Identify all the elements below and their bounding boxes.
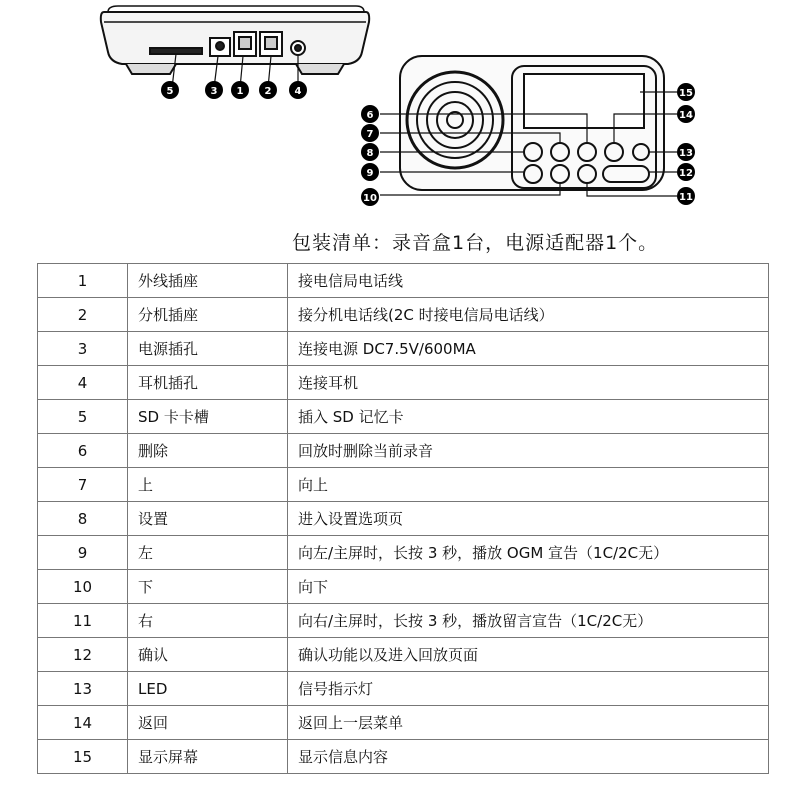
table-row bbox=[38, 366, 769, 400]
part-name: 确认 bbox=[128, 638, 288, 672]
part-description: 接分机电话线(2C 时接电信局电话线） bbox=[288, 298, 769, 332]
part-description: 回放时删除当前录音 bbox=[288, 434, 769, 468]
part-description: 接电信局电话线 bbox=[288, 264, 769, 298]
device-diagram bbox=[0, 0, 800, 215]
callout-11: 11 bbox=[679, 192, 693, 203]
row-number: 3 bbox=[38, 332, 128, 366]
row-number: 7 bbox=[38, 468, 128, 502]
callout-14: 14 bbox=[679, 110, 693, 121]
table-row bbox=[38, 400, 769, 434]
part-name: 返回 bbox=[128, 706, 288, 740]
row-number: 11 bbox=[38, 604, 128, 638]
part-description: 向右/主屏时，长按 3 秒，播放留言宣告（1C/2C无） bbox=[288, 604, 769, 638]
part-name: 电源插孔 bbox=[128, 332, 288, 366]
part-name: 删除 bbox=[128, 434, 288, 468]
display-screen-icon bbox=[524, 74, 644, 128]
row-number: 5 bbox=[38, 400, 128, 434]
table-row bbox=[38, 434, 769, 468]
row-number: 9 bbox=[38, 536, 128, 570]
part-description: 显示信息内容 bbox=[288, 740, 769, 774]
part-name: 上 bbox=[128, 468, 288, 502]
table-row bbox=[38, 638, 769, 672]
part-name: 外线插座 bbox=[128, 264, 288, 298]
table-row bbox=[38, 604, 769, 638]
parts-table bbox=[37, 263, 769, 774]
part-description: 返回上一层菜单 bbox=[288, 706, 769, 740]
callout-5: 5 bbox=[166, 86, 174, 97]
part-description: 插入 SD 记忆卡 bbox=[288, 400, 769, 434]
table-row bbox=[38, 570, 769, 604]
part-name: 设置 bbox=[128, 502, 288, 536]
part-description: 连接电源 DC7.5V/600MA bbox=[288, 332, 769, 366]
part-name: 显示屏幕 bbox=[128, 740, 288, 774]
part-description: 向上 bbox=[288, 468, 769, 502]
row-number: 6 bbox=[38, 434, 128, 468]
callout-8: 8 bbox=[366, 148, 374, 159]
row-number: 2 bbox=[38, 298, 128, 332]
table-row bbox=[38, 298, 769, 332]
row-number: 8 bbox=[38, 502, 128, 536]
table-row bbox=[38, 332, 769, 366]
part-description: 进入设置选项页 bbox=[288, 502, 769, 536]
row-number: 10 bbox=[38, 570, 128, 604]
row-number: 12 bbox=[38, 638, 128, 672]
callout-10: 10 bbox=[363, 193, 377, 204]
table-row bbox=[38, 672, 769, 706]
part-description: 向下 bbox=[288, 570, 769, 604]
callout-1: 1 bbox=[236, 86, 244, 97]
part-description: 信号指示灯 bbox=[288, 672, 769, 706]
front-view bbox=[380, 56, 677, 196]
callout-15: 15 bbox=[679, 88, 693, 99]
part-description: 向左/主屏时，长按 3 秒，播放 OGM 宣告（1C/2C无） bbox=[288, 536, 769, 570]
rear-view bbox=[101, 6, 369, 88]
part-description: 确认功能以及进入回放页面 bbox=[288, 638, 769, 672]
part-name: SD 卡卡槽 bbox=[128, 400, 288, 434]
callout-12: 12 bbox=[679, 168, 693, 179]
callout-9: 9 bbox=[366, 168, 374, 179]
table-row bbox=[38, 536, 769, 570]
table-row bbox=[38, 468, 769, 502]
row-number: 4 bbox=[38, 366, 128, 400]
callout-7: 7 bbox=[366, 129, 374, 140]
part-description: 连接耳机 bbox=[288, 366, 769, 400]
part-name: 右 bbox=[128, 604, 288, 638]
callout-3: 3 bbox=[210, 86, 218, 97]
part-name: LED bbox=[128, 672, 288, 706]
callout-13: 13 bbox=[679, 148, 693, 159]
row-number: 13 bbox=[38, 672, 128, 706]
table-row bbox=[38, 740, 769, 774]
table-row bbox=[38, 264, 769, 298]
part-name: 左 bbox=[128, 536, 288, 570]
part-name: 分机插座 bbox=[128, 298, 288, 332]
table-row bbox=[38, 706, 769, 740]
callout-6: 6 bbox=[366, 110, 374, 121]
row-number: 1 bbox=[38, 264, 128, 298]
sd-slot-icon bbox=[150, 48, 202, 54]
package-list-caption: 包装清单：录音盒1台，电源适配器1个。 bbox=[292, 232, 659, 254]
row-number: 14 bbox=[38, 706, 128, 740]
callout-4: 4 bbox=[294, 86, 302, 97]
table-row bbox=[38, 502, 769, 536]
callout-2: 2 bbox=[264, 86, 272, 97]
part-name: 下 bbox=[128, 570, 288, 604]
part-name: 耳机插孔 bbox=[128, 366, 288, 400]
row-number: 15 bbox=[38, 740, 128, 774]
